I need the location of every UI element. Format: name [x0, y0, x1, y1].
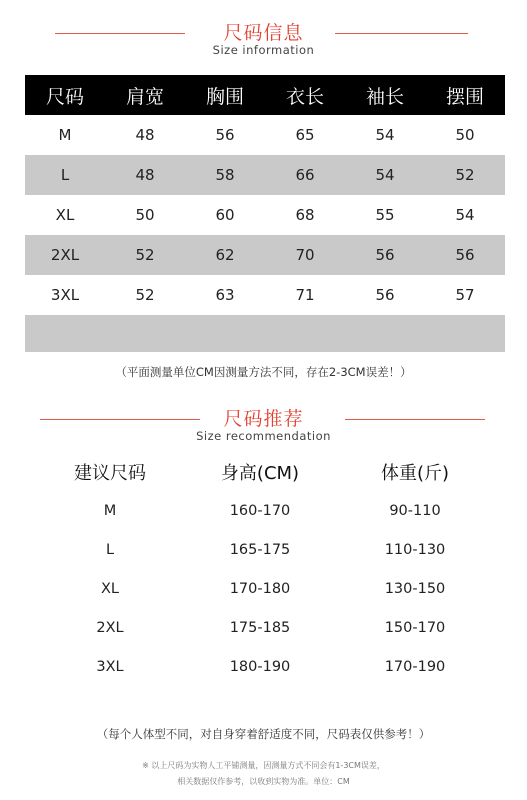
table-cell: 62	[215, 246, 235, 264]
table-cell: 57	[455, 286, 475, 304]
header-cell: 体重(斤)	[380, 462, 450, 484]
size-rec-table	[40, 452, 490, 686]
table-row	[25, 155, 505, 195]
header-cell: 身高(CM)	[220, 462, 300, 484]
header-cell: 尺码	[45, 85, 84, 108]
table-row	[40, 647, 490, 686]
table-cell: 68	[295, 206, 315, 224]
size-rec-subtitle: Size recommendation	[196, 429, 331, 443]
header-cell: 衣长	[285, 85, 324, 108]
header-cell: 建议尺码	[74, 462, 146, 484]
table-cell: 56	[215, 126, 235, 144]
table-row	[40, 491, 490, 530]
table-cell: 150-170	[384, 619, 446, 636]
table-cell: 130-150	[384, 580, 446, 597]
table-cell: 55	[375, 206, 395, 224]
fit-note: （每个人体型不同，对自身穿着舒适度不同，尺码表仅供参考！）	[96, 727, 431, 741]
table-cell: L	[105, 541, 115, 558]
table-row	[40, 569, 490, 608]
table-cell: 71	[295, 286, 315, 304]
table-row	[25, 235, 505, 275]
header-cell: 胸围	[205, 85, 244, 108]
table-cell: 3XL	[96, 658, 124, 675]
table-row-empty	[25, 315, 505, 352]
table-cell: M	[58, 126, 72, 144]
table-row	[40, 530, 490, 569]
table-cell: 58	[215, 166, 235, 184]
table-cell: 50	[135, 206, 155, 224]
header-cell: 袖长	[365, 85, 404, 108]
size-rec-title: 尺码推荐	[223, 408, 304, 430]
table-cell: 52	[135, 286, 155, 304]
header-cell: 肩宽	[125, 85, 164, 108]
table-cell: 175-185	[229, 619, 291, 636]
table-cell: 165-175	[229, 541, 291, 558]
table-row	[25, 275, 505, 315]
table-cell: 2XL	[50, 246, 80, 264]
table-cell: 56	[375, 286, 395, 304]
table-cell: M	[103, 502, 117, 519]
table-cell: 52	[455, 166, 475, 184]
table-cell: 52	[135, 246, 155, 264]
table-cell: 2XL	[96, 619, 124, 636]
table-cell: 54	[375, 126, 395, 144]
table-row	[25, 115, 505, 155]
table-cell: 110-130	[384, 541, 446, 558]
size-info-subtitle: Size information	[212, 43, 315, 57]
table-cell: 65	[295, 126, 315, 144]
table-cell: 170-190	[384, 658, 446, 675]
size-info-table	[25, 75, 505, 352]
table-cell: L	[60, 166, 70, 184]
header-cell: 摆围	[445, 85, 484, 108]
table-cell: 3XL	[50, 286, 80, 304]
footnote-line-1: ※ 以上尺码为实物人工平铺测量，因测量方式不同会有1-3CM误差，	[142, 761, 385, 770]
table-cell: 180-190	[229, 658, 291, 675]
table-cell: XL	[55, 206, 75, 224]
table-cell: 56	[375, 246, 395, 264]
measurement-note: （平面测量单位CM因测量方法不同，存在2-3CM误差！）	[115, 365, 412, 379]
table-cell: 90-110	[389, 502, 441, 519]
table-header-row	[25, 75, 505, 115]
table-cell: 170-180	[229, 580, 291, 597]
table-cell: 160-170	[229, 502, 291, 519]
table-row	[25, 195, 505, 235]
table-cell: XL	[100, 580, 119, 597]
table-cell: 56	[455, 246, 475, 264]
table-cell: 50	[455, 126, 475, 144]
table-cell: 63	[215, 286, 235, 304]
table-cell: 60	[215, 206, 235, 224]
table-cell: 48	[135, 126, 155, 144]
table-cell: 48	[135, 166, 155, 184]
table-cell: 54	[375, 166, 395, 184]
table-cell: 66	[295, 166, 315, 184]
footnote-line-2: 相关数据仅作参考，以收到实物为准。单位：CM	[177, 777, 350, 786]
table-cell: 54	[455, 206, 475, 224]
table-row	[40, 608, 490, 647]
rec-header-row	[40, 452, 490, 491]
table-cell: 70	[295, 246, 315, 264]
size-info-title: 尺码信息	[223, 22, 304, 44]
